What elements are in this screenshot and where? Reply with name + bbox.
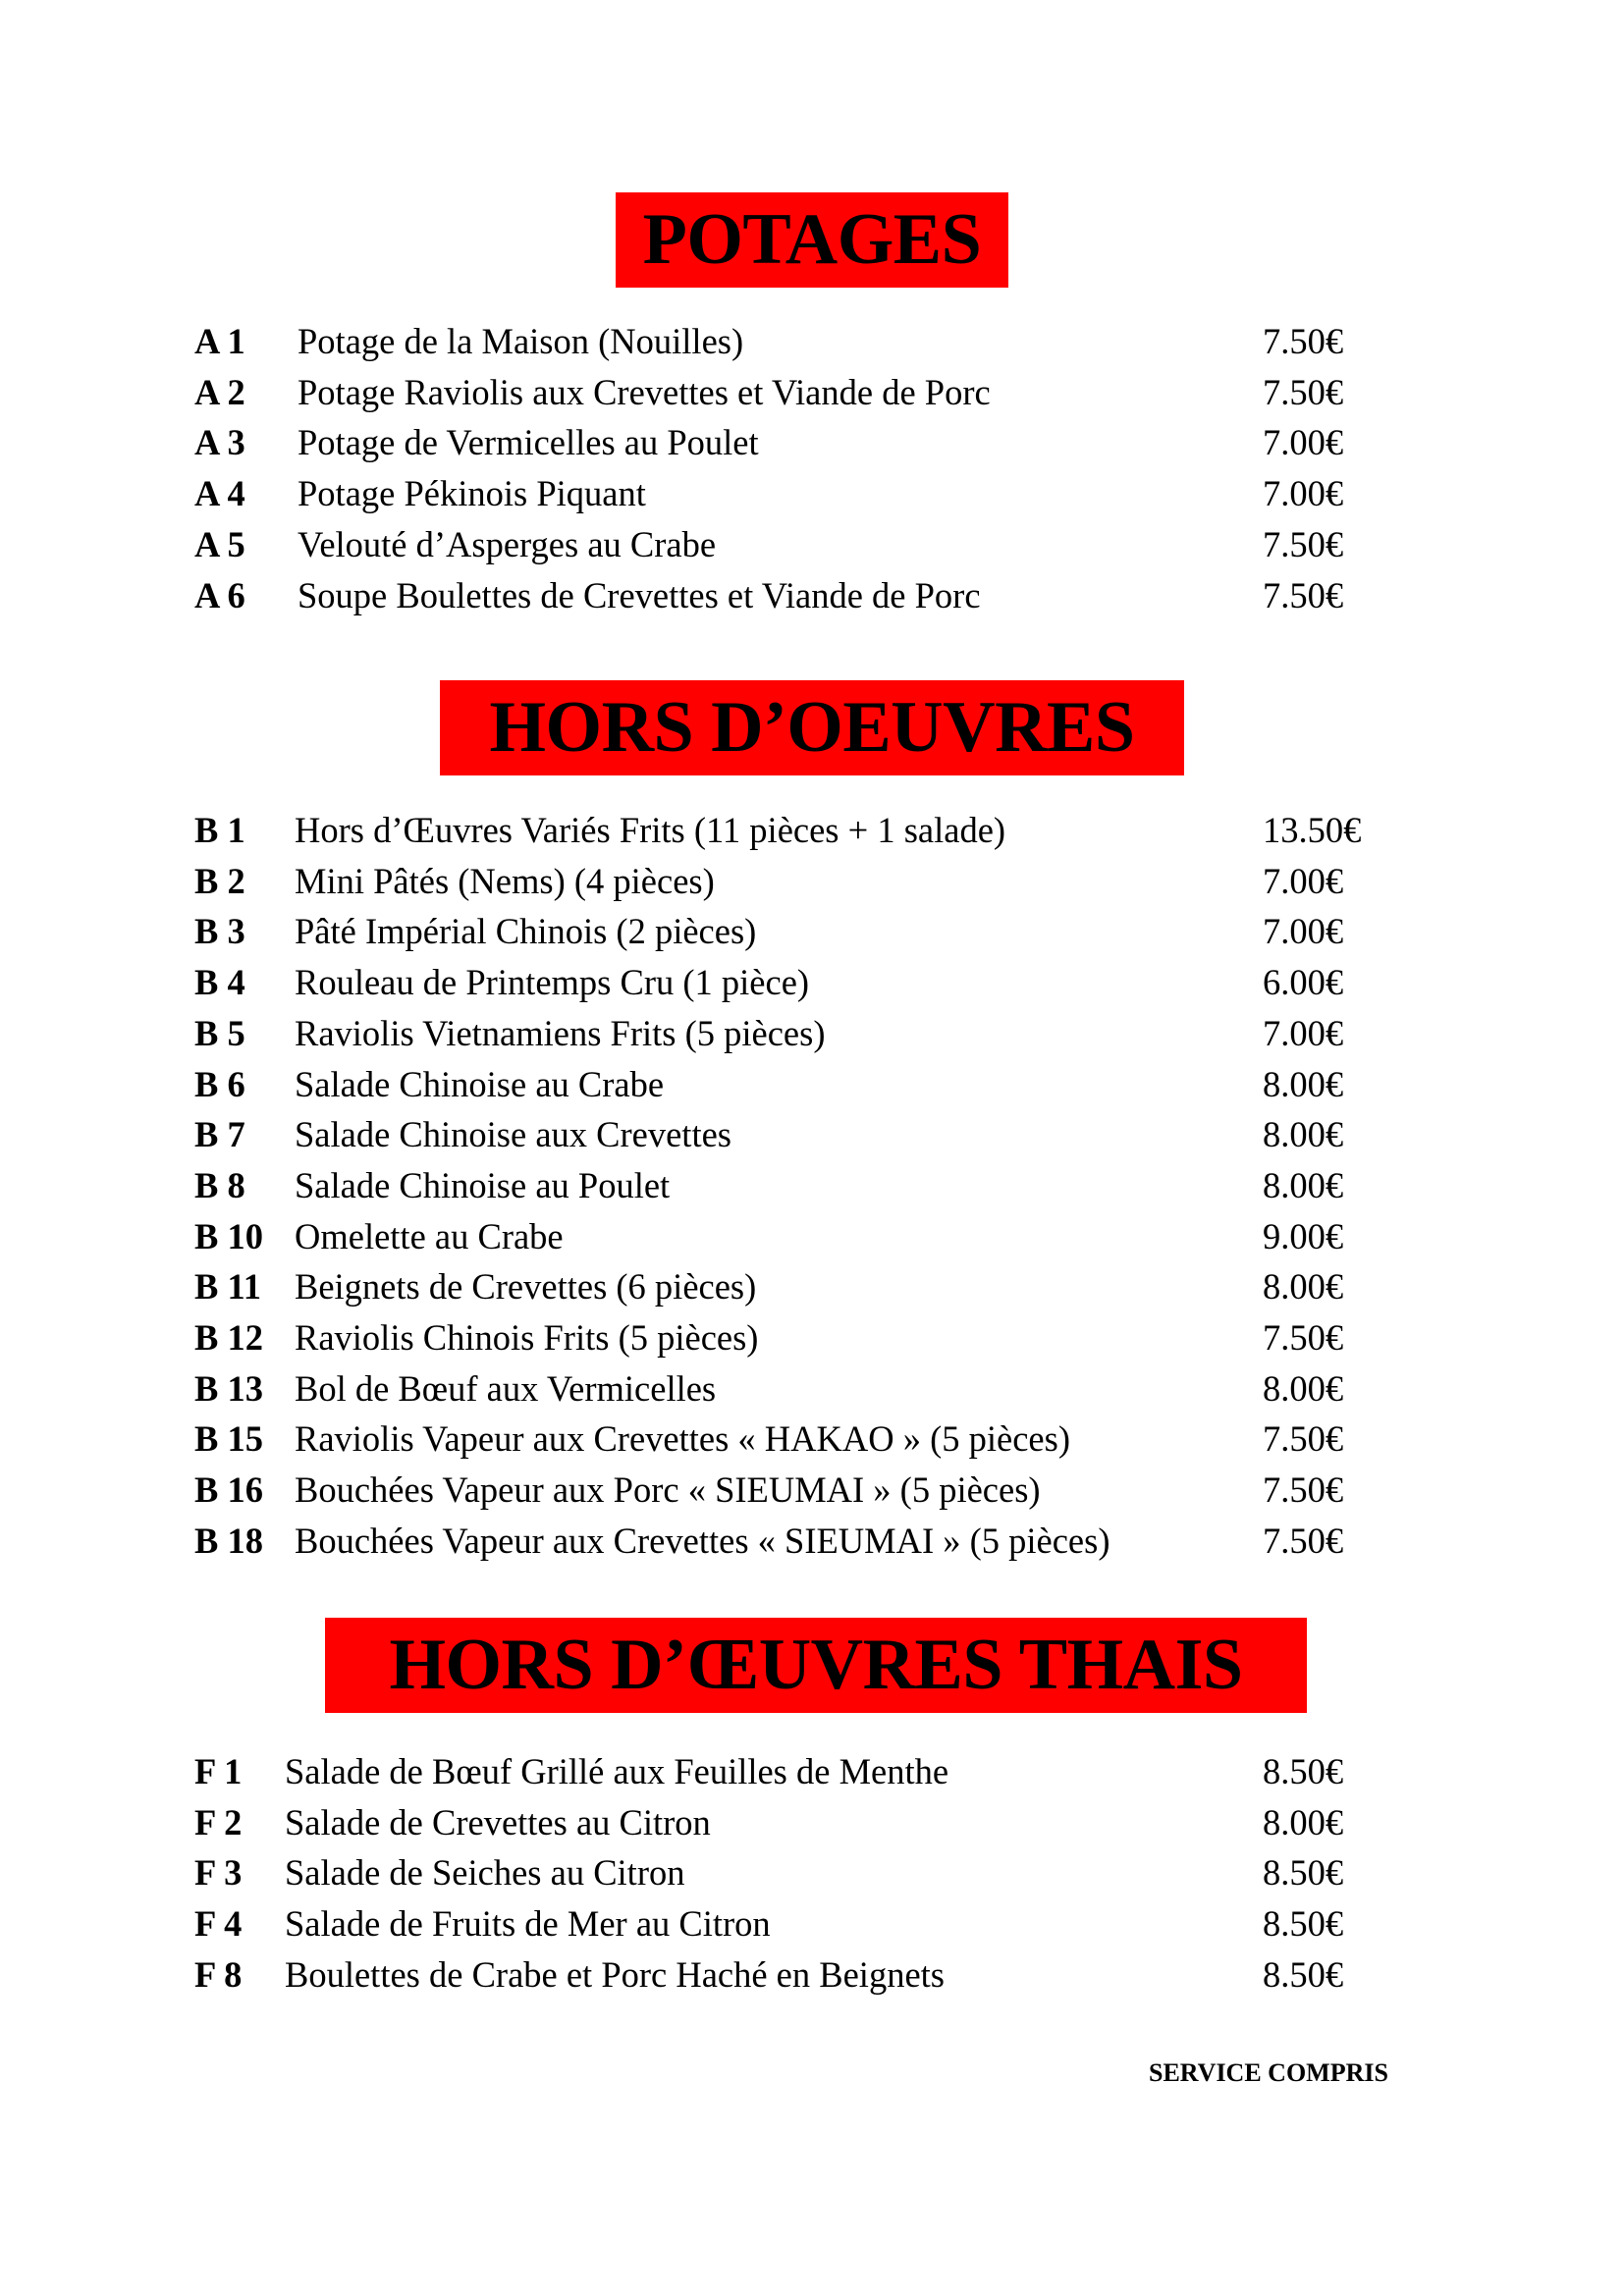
item-code: B 12: [194, 1317, 263, 1358]
item-code: B 11: [194, 1266, 261, 1308]
item-code: B 6: [194, 1063, 245, 1104]
menu-item: [0, 1797, 1624, 1848]
item-name: Pâté Impérial Chinois (2 pièces): [295, 911, 757, 952]
item-price: 9.00€: [1263, 1215, 1344, 1256]
item-name: Salade de Crevettes au Citron: [285, 1801, 711, 1842]
item-name: Raviolis Vapeur aux Crevettes « HAKAO » (5 pièces): [295, 1418, 1070, 1460]
menu-item: [0, 1414, 1624, 1465]
item-code: B 8: [194, 1164, 245, 1205]
item-code: B 4: [194, 962, 245, 1003]
item-price: 7.50€: [1263, 321, 1344, 361]
item-name: Mini Pâtés (Nems) (4 pièces): [295, 860, 715, 901]
item-price: 8.00€: [1263, 1164, 1344, 1205]
item-price: 13.50€: [1263, 810, 1362, 850]
heading-text: POTAGES: [642, 199, 982, 280]
item-name: Potage Pékinois Piquant: [298, 473, 646, 514]
item-name: Bol de Bœuf aux Vermicelles: [295, 1367, 717, 1409]
item-price: 7.50€: [1263, 574, 1344, 615]
item-code: A 6: [194, 574, 245, 615]
item-price: 7.50€: [1263, 1317, 1344, 1358]
item-price: 7.50€: [1263, 1418, 1344, 1460]
item-price: 7.50€: [1263, 1520, 1344, 1561]
menu-item: [0, 1465, 1624, 1516]
item-name: Salade Chinoise au Poulet: [295, 1164, 671, 1205]
menu-item: [0, 856, 1624, 907]
item-code: F 2: [194, 1801, 243, 1842]
item-code: B 15: [194, 1418, 263, 1460]
item-code: B 2: [194, 860, 245, 901]
menu-item: [0, 1746, 1624, 1797]
item-price: 7.50€: [1263, 523, 1344, 564]
section-heading-potages: [616, 192, 1008, 288]
item-code: B 16: [194, 1469, 263, 1511]
item-code: B 10: [194, 1215, 263, 1256]
menu-item: [0, 316, 1624, 367]
item-name: Soupe Boulettes de Crevettes et Viande de Porc: [298, 574, 981, 615]
item-price: 7.50€: [1263, 371, 1344, 412]
item-name: Salade de Bœuf Grillé aux Feuilles de Menthe: [285, 1751, 949, 1791]
item-code: B 1: [194, 810, 245, 850]
menu-item: [0, 468, 1624, 519]
item-name: Raviolis Vietnamiens Frits (5 pièces): [295, 1012, 826, 1053]
item-name: Bouchées Vapeur aux Porc « SIEUMAI » (5 pièces): [295, 1469, 1041, 1511]
item-code: A 1: [194, 321, 245, 361]
menu-item: [0, 1898, 1624, 1949]
item-price: 7.00€: [1263, 860, 1344, 901]
item-name: Potage de Vermicelles au Poulet: [298, 422, 759, 463]
menu-item: [0, 1059, 1624, 1110]
item-name: Omelette au Crabe: [295, 1215, 564, 1256]
item-price: 6.00€: [1263, 962, 1344, 1003]
menu-item: [0, 1949, 1624, 2001]
item-name: Beignets de Crevettes (6 pièces): [295, 1266, 757, 1308]
item-code: F 1: [194, 1751, 243, 1791]
menu-item: [0, 1109, 1624, 1160]
menu-item: [0, 906, 1624, 957]
item-name: Salade Chinoise aux Crevettes: [295, 1114, 731, 1155]
menu-item: [0, 1211, 1624, 1262]
item-price: 8.50€: [1263, 1852, 1344, 1894]
item-price: 8.00€: [1263, 1114, 1344, 1155]
item-price: 7.00€: [1263, 473, 1344, 514]
item-price: 7.50€: [1263, 1469, 1344, 1511]
item-price: 8.00€: [1263, 1367, 1344, 1409]
item-name: Rouleau de Printemps Cru (1 pièce): [295, 962, 810, 1003]
item-price: 7.00€: [1263, 422, 1344, 463]
menu-item: [0, 570, 1624, 621]
menu-item: [0, 1847, 1624, 1898]
item-code: A 2: [194, 371, 245, 412]
item-price: 8.50€: [1263, 1903, 1344, 1945]
item-code: B 7: [194, 1114, 245, 1155]
section-heading-hors-doeuvres-thais: [325, 1618, 1307, 1713]
item-name: Salade Chinoise au Crabe: [295, 1063, 665, 1104]
item-code: B 3: [194, 911, 245, 952]
item-code: F 4: [194, 1903, 243, 1945]
item-price: 7.00€: [1263, 911, 1344, 952]
item-name: Salade de Fruits de Mer au Citron: [285, 1903, 771, 1945]
item-price: 8.00€: [1263, 1266, 1344, 1308]
item-price: 7.00€: [1263, 1012, 1344, 1053]
item-price: 8.00€: [1263, 1063, 1344, 1104]
item-name: Raviolis Chinois Frits (5 pièces): [295, 1317, 759, 1358]
item-code: B 5: [194, 1012, 245, 1053]
menu-item: [0, 1363, 1624, 1415]
item-name: Boulettes de Crabe et Porc Haché en Beignets: [285, 1953, 945, 1995]
menu-item: [0, 1261, 1624, 1312]
item-code: A 5: [194, 523, 245, 564]
section-heading-hors-doeuvres: [440, 680, 1184, 775]
heading-text: HORS D’OEUVRES: [489, 687, 1135, 768]
item-code: B 13: [194, 1367, 263, 1409]
item-code: F 3: [194, 1852, 243, 1894]
item-price: 8.50€: [1263, 1751, 1344, 1791]
item-name: Velouté d’Asperges au Crabe: [298, 523, 717, 564]
item-name: Salade de Seiches au Citron: [285, 1852, 685, 1894]
item-name: Hors d’Œuvres Variés Frits (11 pièces + 1 salade): [295, 810, 1006, 850]
menu-item: [0, 1516, 1624, 1567]
item-name: Bouchées Vapeur aux Crevettes « SIEUMAI » (5 pièces): [295, 1520, 1110, 1561]
item-name: Potage Raviolis aux Crevettes et Viande de Porc: [298, 371, 991, 412]
item-code: B 18: [194, 1520, 263, 1561]
menu-item: [0, 1008, 1624, 1059]
menu-item: [0, 1312, 1624, 1363]
item-code: A 3: [194, 422, 245, 463]
menu-item: [0, 519, 1624, 570]
service-compris-note: SERVICE COMPRIS: [1149, 2058, 1388, 2087]
item-name: Potage de la Maison (Nouilles): [298, 321, 744, 361]
item-code: F 8: [194, 1953, 243, 1995]
menu-item: [0, 805, 1624, 856]
heading-text: HORS D’ŒUVRES THAIS: [389, 1625, 1243, 1705]
menu-item: [0, 367, 1624, 418]
menu-item: [0, 1160, 1624, 1211]
menu-item: [0, 417, 1624, 468]
item-code: A 4: [194, 473, 245, 514]
item-price: 8.50€: [1263, 1953, 1344, 1995]
item-price: 8.00€: [1263, 1801, 1344, 1842]
menu-item: [0, 957, 1624, 1008]
